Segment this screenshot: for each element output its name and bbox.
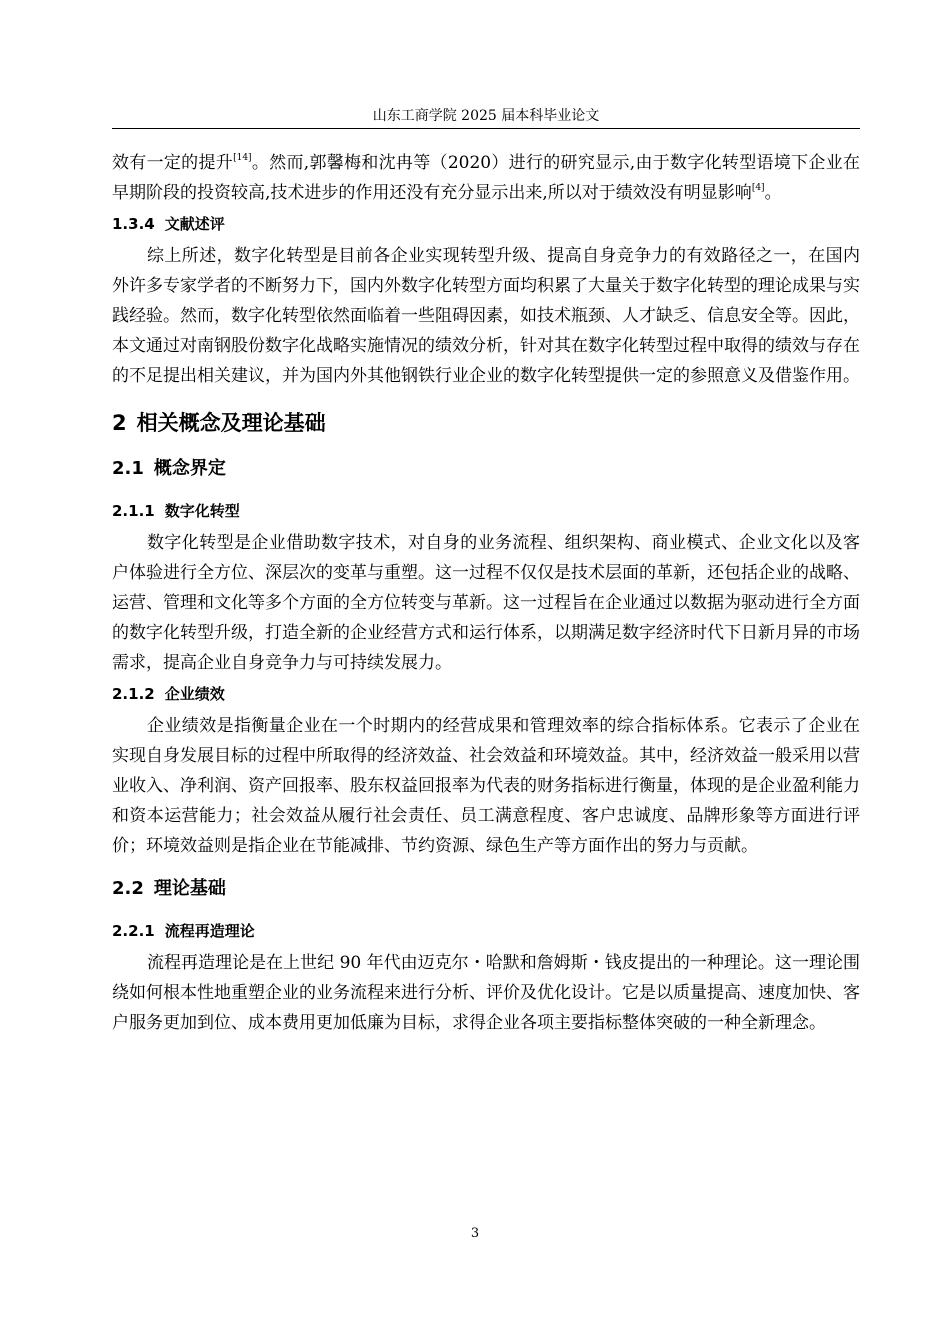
page-body — [112, 148, 860, 1038]
paragraph-process-reengineering: 流程再造理论是在上世纪 90 年代由迈克尔・哈默和詹姆斯・钱皮提出的一种理论。这一理论围绕如何根本性地重塑企业的业务流程来进行分析、评价及优化设计。它是以质量提高、速度加快、客户服务更加到位、成本费用更加低廉为目标，求得企业各项主要指标整体突破的一种全新理念。 — [112, 953, 860, 1033]
heading-2-1: 2.1 概念界定 — [112, 458, 226, 479]
heading-1-3-4: 1.3.4 文献述评 — [112, 215, 225, 233]
citation-ref: [4] — [751, 183, 765, 193]
paragraph-digital-transformation: 数字化转型是企业借助数字技术，对自身的业务流程、组织架构、商业模式、企业文化以及客户体验进行全方位、深层次的变革与重塑。这一过程不仅仅是技术层面的革新，还包括企业的战略、运营、管理和文化等多个方面的全方位转变与革新。这一过程旨在企业通过以数据为驱动进行全方面的数字化转型升级，打造全新的企业经营方式和运行体系，以期满足数字经济时代下日新月异的市场需求，提高企业自身竞争力与可持续发展力。 — [112, 533, 860, 673]
header-rule — [112, 128, 860, 129]
heading-2-2: 2.2 理论基础 — [112, 878, 226, 899]
heading-2-2-1: 2.2.1 流程再造理论 — [112, 922, 255, 940]
citation-ref: [14] — [233, 153, 252, 163]
running-header: 山东工商学院 2025 届本科毕业论文 — [372, 108, 600, 124]
page-number: 3 — [470, 1226, 480, 1241]
heading-2-1-1: 2.1.1 数字化转型 — [112, 502, 240, 520]
paragraph-continued: 效有一定的提升[14]。然而,郭馨梅和沈冉等（2020）进行的研究显示,由于数字化转型语境下企业在早期阶段的投资较高,技术进步的作用还没有充分显示出来,所以对于绩效没有明显影响[4]。 — [112, 153, 860, 203]
paragraph-literature-review: 综上所述，数字化转型是目前各企业实现转型升级、提高自身竞争力的有效路径之一，在国内外许多专家学者的不断努力下，国内外数字化转型方面均积累了大量关于数字化转型的理论成果与实践经验。然而，数字化转型依然面临着一些阻碍因素，如技术瓶颈、人才缺乏、信息安全等。因此，本文通过对南钢股份数字化战略实施情况的绩效分析，针对其在数字化转型过程中取得的绩效与存在的不足提出相关建议，并为国内外其他钢铁行业企业的数字化转型提供一定的参照意义及借鉴作用。 — [112, 246, 860, 386]
heading-2-1-2: 2.1.2 企业绩效 — [112, 685, 225, 703]
heading-chapter-2: 2 相关概念及理论基础 — [112, 411, 326, 435]
paragraph-enterprise-performance: 企业绩效是指衡量企业在一个时期内的经营成果和管理效率的综合指标体系。它表示了企业在实现自身发展目标的过程中所取得的经济效益、社会效益和环境效益。其中，经济效益一般采用以营业收入、净利润、资产回报率、股东权益回报率为代表的财务指标进行衡量，体现的是企业盈利能力和资本运营能力；社会效益从履行社会责任、员工满意程度、客户忠诚度、品牌形象等方面进行评价；环境效益则是指企业在节能减排、节约资源、绿色生产等方面作出的努力与贡献。 — [112, 716, 860, 856]
